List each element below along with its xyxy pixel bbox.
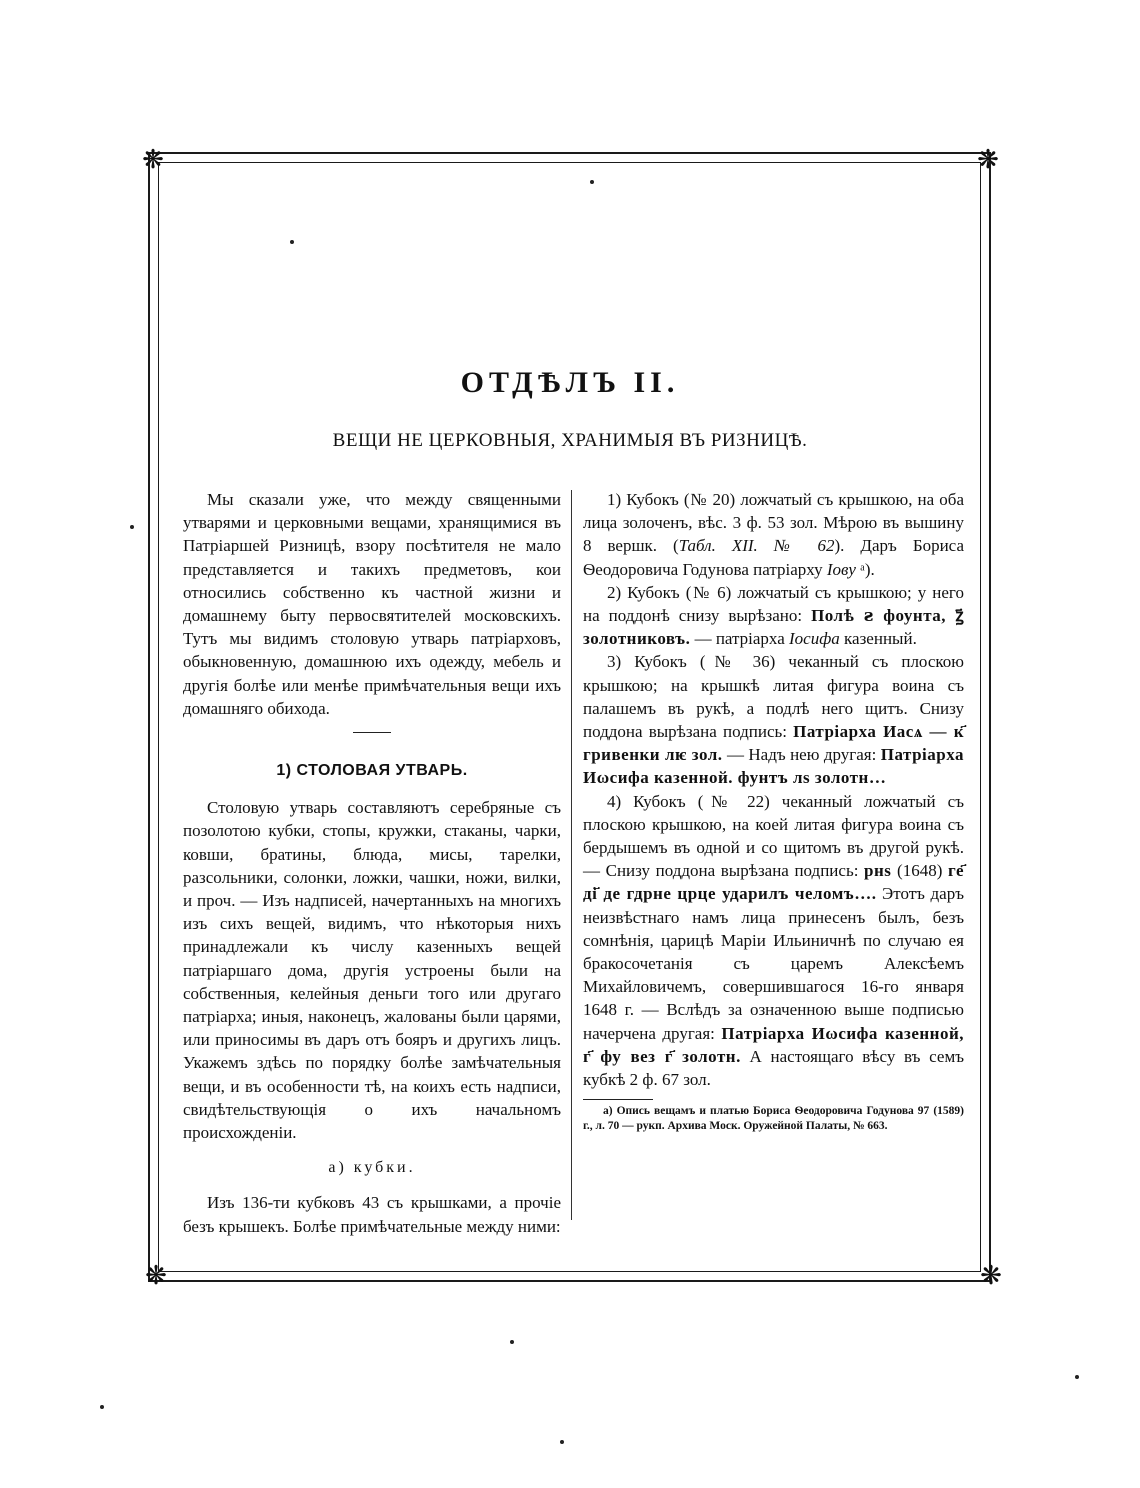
slavonic-inscription: Патріарха Иасѧ — к҃ гривенки лѥ зол. <box>583 722 964 765</box>
subsection-heading: 1) СТОЛОВАЯ УТВАРЬ. <box>276 762 468 780</box>
print-speck <box>590 180 594 184</box>
cup-item-2: 2) Кубокъ (№ 6) ложчатый съ крышкою; у него на поддонѣ снизу вырѣзано: Полѣ ꙅ фоунта, ꙁ҃ золотниковъ. — патріарха Іосифа казенный. <box>583 582 964 649</box>
slavonic-inscription: Полѣ ꙅ фоунта, ꙁ҃ золотниковъ. <box>583 606 964 649</box>
divider <box>353 732 391 733</box>
right-column <box>583 488 964 1134</box>
corner-ornament-icon: ❋ <box>145 1261 167 1291</box>
cup-item-1: 1) Кубокъ (№ 20) ложчатый съ крышкою, на оба лица золоченъ, вѣс. 3 ф. 53 зол. Мѣрою въ вышину 8 вершк. (Табл. XII. № 62). Даръ Бориса Ѳеодоровича Годунова патріарху Іову ᵃ). <box>583 490 964 579</box>
corner-ornament-icon: ❋ <box>142 145 164 175</box>
print-speck <box>290 240 294 244</box>
footnote-rule <box>583 1099 653 1100</box>
section-subtitle: ВЕЩИ НЕ ЦЕРКОВНЫЯ, ХРАНИМЫЯ ВЪ РИЗНИЦѢ. <box>332 430 808 451</box>
section-heading: ОТДѢЛЪ II. <box>460 366 680 399</box>
print-speck <box>510 1340 514 1344</box>
slavonic-inscription: рнѕ <box>864 861 892 881</box>
cup-item-3: 3) Кубокъ (№ 36) чеканный съ плоскою крышкою; на крышкѣ литая фигура воина съ палашемъ въ рукѣ, а подлѣ него щитъ. Снизу поддона вырѣзана подпись: Патріарха Иасѧ — к҃ гривенки лѥ зол. — Надъ нею другая: Патріарха Иωсифа казенной. фунтъ лѕ золотн… <box>583 652 964 788</box>
print-speck <box>100 1405 104 1409</box>
cups-paragraph: Изъ 136-ти кубковъ 43 съ крышками, а прочіе безъ крышекъ. Болѣе примѣчательные между ними: <box>183 1193 561 1236</box>
cup-item-4: 4) Кубокъ (№ 22) чеканный ложчатый съ плоскою крышкою, на коей литая фигура воина съ бердышемъ въ одной и со щитомъ въ другой рукѣ. — Снизу поддона вырѣзана подпись: рнѕ (1648) ге҃ ді҃ де гдрне црце ударилъ челомъ…. Этотъ даръ неизвѣстнаго намъ лица принесенъ былъ, безъ сомнѣнія, царицѣ Маріи Ильиничнѣ по случаю ея бракосочетанія съ царемъ Алексѣемъ Михайловичемъ, совершившагося 16-го января 1648 г. — Вслѣдъ за означенною выше подписью начерчена другая: Патріарха Иωсифа казенной, г҃ фу вез г҃ золотн. А настоящаго вѣсу въ семъ кубкѣ 2 ф. 67 зол. <box>583 791 965 1090</box>
footnote: a) Опись вещамъ и платью Бориса Ѳеодоровича Годунова 97 (1589) г., л. 70 — рукп. Архива Моск. Оружейной Палаты, № 663. <box>583 1105 964 1133</box>
corner-ornament-icon: ❋ <box>980 1261 1002 1291</box>
subsection-heading-cups: а) кубки. <box>328 1159 416 1177</box>
print-speck <box>1075 1375 1079 1379</box>
tableware-paragraph: Столовую утварь составляютъ серебряные съ позолотою кубки, стопы, кружки, стаканы, чарки, ковши, братины, блюда, мисы, тарелки, разсольники, солонки, ложки, чашки, ножи, вилки, и проч. — Изъ надписей, начертанныхъ на многихъ изъ сихъ вещей, видимъ, что нѣкоторыя нихъ принадлежали къ числу казенныхъ вещей патріаршаго дома, другія устроены были на собственныя, келейныя деньги того или другаго патріарха; иныя, наконецъ, жалованы были царями, или приносимы въ даръ отъ бояръ и другихъ лицъ. Укажемъ здѣсь по порядку болѣе замѣчательныя вещи, и въ особенности тѣ, на коихъ есть надписи, свидѣтельствующія о ихъ начальномъ происхожденіи. <box>183 798 561 1143</box>
intro-paragraph: Мы сказали уже, что между священными утварями и церковными вещами, хранящимися въ Патріаршей Ризницѣ, взору посѣтителя не мало представляется и такихъ предметовъ, кои относились собственно къ частной жизни и домашнему быту первосвятителей московскихъ. Тутъ мы видимъ столовую утварь патріарховъ, обыкновенную, домашнюю ихъ одежду, мебель и другія болѣе или менѣе примѣчательныя вещи ихъ домашняго обихода. <box>183 490 561 718</box>
slavonic-inscription: Патріарха Иωсифа казенной, г҃ фу вез г҃ золотн. <box>583 1023 964 1066</box>
print-speck <box>560 1440 564 1444</box>
corner-ornament-icon: ❋ <box>977 145 999 175</box>
slavonic-inscription: Патріарха Иωсифа казенной. фунтъ лѕ золотн… <box>583 745 964 788</box>
column-divider <box>571 490 572 1220</box>
left-column <box>183 488 561 1238</box>
print-speck <box>130 525 134 529</box>
slavonic-inscription: ге҃ ді҃ де гдрне црце ударилъ челомъ…. <box>583 861 965 904</box>
